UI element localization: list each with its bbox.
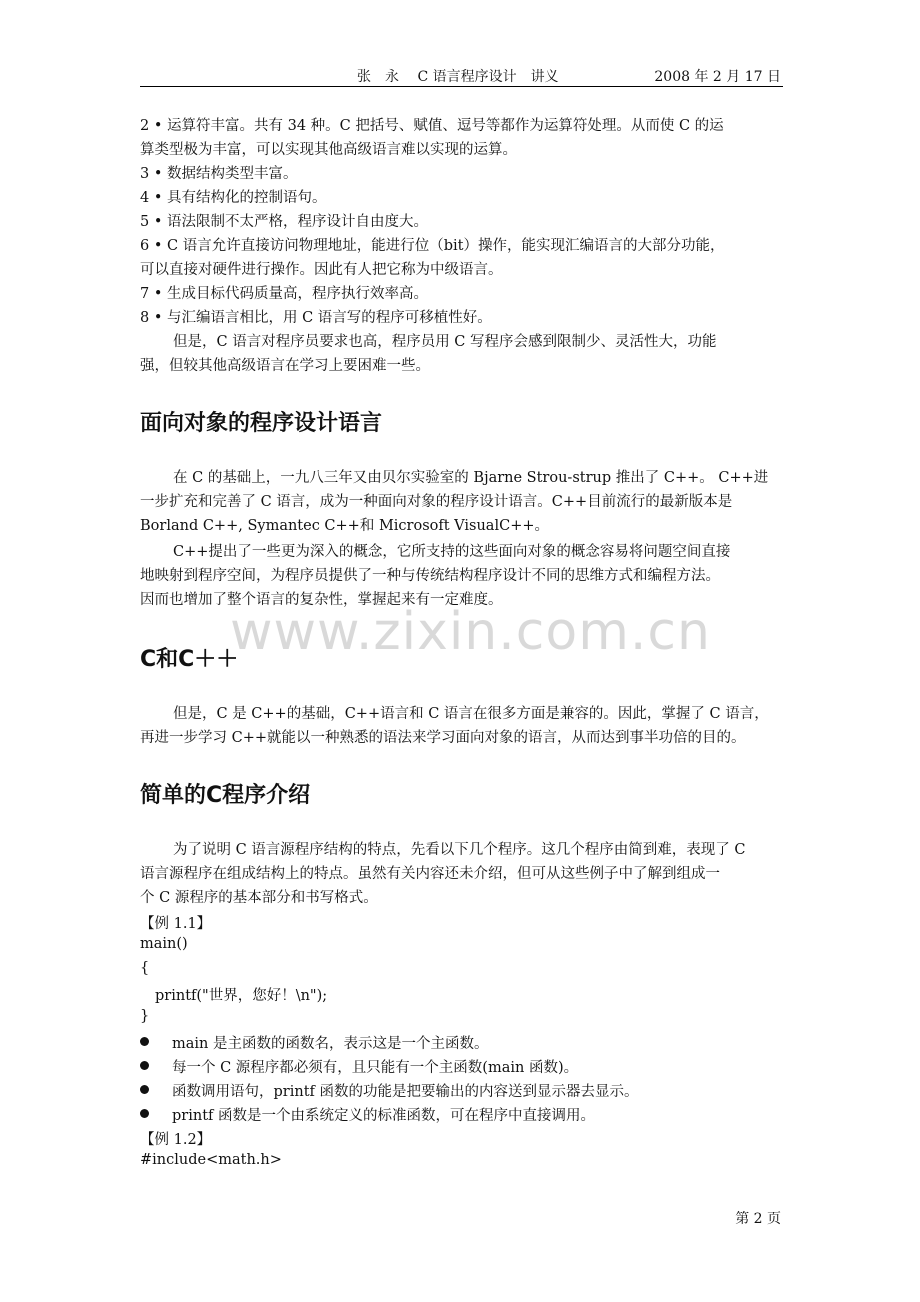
feature-line: 5 • 语法限制不太严格，程序设计自由度大。	[140, 214, 428, 230]
feature-line: 算类型极为丰富，可以实现其他高级语言难以实现的运算。	[140, 142, 517, 158]
code-line: printf("世界，您好！\n");	[155, 988, 328, 1004]
intro-paragraph-line: 为了说明 C 语言源程序结构的特点，先看以下几个程序。这几个程序由简到难，表现了 C	[173, 842, 746, 858]
oop-paragraph-line: C++提出了一些更为深入的概念，它所支持的这些面向对象的概念容易将问题空间直接	[173, 544, 731, 560]
feature-line: 2 • 运算符丰富。共有 34 种。C 把括号、赋值、逗号等都作为运算符处理。从而使 C 的运	[140, 118, 724, 134]
summary-line: 但是，C 语言对程序员要求也高，程序员用 C 写程序会感到限制少、灵活性大，功能	[173, 334, 717, 350]
code-line: main()	[140, 936, 188, 952]
example-label: 【例 1.2】	[140, 1132, 212, 1148]
page-header	[140, 64, 783, 87]
c-cpp-paragraph-line: 但是，C 是 C++的基础，C++语言和 C 语言在很多方面是兼容的。因此，掌握了 C 语言，	[173, 706, 769, 722]
watermark: www.zixin.com.cn	[230, 602, 711, 662]
oop-paragraph-line: 一步扩充和完善了 C 语言，成为一种面向对象的程序设计语言。C++目前流行的最新版本是	[140, 494, 733, 510]
section-heading-oop: 面向对象的程序设计语言	[140, 411, 383, 436]
feature-line: 7 • 生成目标代码质量高，程序执行效率高。	[140, 286, 428, 302]
feature-line: 3 • 数据结构类型丰富。	[140, 166, 298, 182]
bullet-dot	[140, 1037, 149, 1046]
bullet-dot	[140, 1109, 149, 1118]
oop-paragraph-line: Borland C++, Symantec C++和 Microsoft VisualC++。	[140, 518, 549, 534]
header-date: 2008 年 2 月 17 日	[654, 69, 781, 85]
summary-line: 强，但较其他高级语言在学习上要困难一些。	[140, 358, 430, 374]
page-number: 第 2 页	[735, 1211, 781, 1227]
code-line: {	[140, 960, 150, 976]
feature-line: 8 • 与汇编语言相比，用 C 语言写的程序可移植性好。	[140, 310, 492, 326]
oop-paragraph-line: 因而也增加了整个语言的复杂性，掌握起来有一定难度。	[140, 592, 503, 608]
section-heading-intro: 简单的C程序介绍	[140, 783, 311, 808]
code-line: }	[140, 1008, 150, 1024]
example-label: 【例 1.1】	[140, 916, 212, 932]
section-heading-c-cpp: C和C＋＋	[140, 647, 239, 672]
oop-paragraph-line: 地映射到程序空间，为程序员提供了一种与传统结构程序设计不同的思维方式和编程方法。	[140, 568, 720, 584]
code-line: #include<math.h>	[140, 1152, 282, 1168]
header-title: 张 永 C 语言程序设计 讲义	[357, 69, 559, 85]
bullet-text: 函数调用语句，printf 函数的功能是把要输出的内容送到显示器去显示。	[172, 1084, 639, 1100]
intro-paragraph-line: 个 C 源程序的基本部分和书写格式。	[140, 890, 378, 906]
bullet-dot	[140, 1061, 149, 1070]
intro-paragraph-line: 语言源程序在组成结构上的特点。虽然有关内容还未介绍，但可从这些例子中了解到组成一	[140, 866, 720, 882]
c-cpp-paragraph-line: 再进一步学习 C++就能以一种熟悉的语法来学习面向对象的语言，从而达到事半功倍的目的。	[140, 730, 746, 746]
bullet-text: printf 函数是一个由系统定义的标准函数，可在程序中直接调用。	[172, 1108, 595, 1124]
feature-line: 6 • C 语言允许直接访问物理地址，能进行位（bit）操作，能实现汇编语言的大部分功能，	[140, 238, 725, 254]
bullet-text: main 是主函数的函数名，表示这是一个主函数。	[172, 1036, 489, 1052]
oop-paragraph-line: 在 C 的基础上，一九八三年又由贝尔实验室的 Bjarne Strou-strup 推出了 C++。 C++进	[173, 470, 769, 486]
feature-line: 4 • 具有结构化的控制语句。	[140, 190, 327, 206]
bullet-dot	[140, 1085, 149, 1094]
feature-line: 可以直接对硬件进行操作。因此有人把它称为中级语言。	[140, 262, 503, 278]
bullet-text: 每一个 C 源程序都必须有，且只能有一个主函数(main 函数)。	[172, 1060, 579, 1076]
